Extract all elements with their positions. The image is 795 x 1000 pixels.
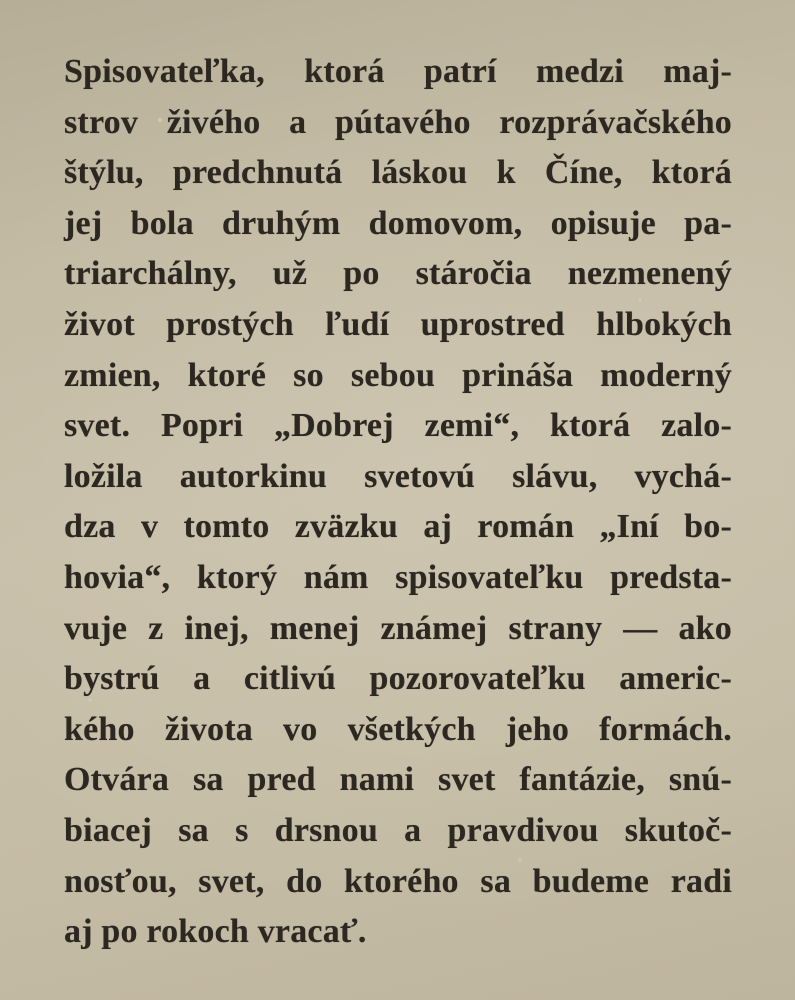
text-line: kého života vo všetkých jeho formách. xyxy=(64,710,732,748)
text-line: hovia“, ktorý nám spisovateľku predsta- xyxy=(64,558,732,596)
text-line: Otvára sa pred nami svet fantázie, snú- xyxy=(64,761,732,799)
text-line: biacej sa s drsnou a pravdivou skutoč- xyxy=(64,811,732,849)
text-line: aj po rokoch vracať. xyxy=(64,913,367,951)
text-line: nosťou, svet, do ktorého sa budeme radi xyxy=(64,862,732,900)
text-line: vuje z inej, menej známej strany — ako xyxy=(64,609,732,647)
text-line: jej bola druhým domovom, opisuje pa- xyxy=(64,204,732,242)
text-line: triarchálny, už po stáročia nezmenený xyxy=(64,255,732,293)
text-line: strov živého a pútavého rozprávačského xyxy=(64,103,732,141)
text-line: zmien, ktoré so sebou prináša moderný xyxy=(64,356,732,394)
text-line: bystrú a citlivú pozorovateľku americ- xyxy=(64,660,732,698)
text-line: ložila autorkinu svetovú slávu, vychá- xyxy=(64,457,732,495)
text-line: svet. Popri „Dobrej zemi“, ktorá zalo- xyxy=(64,407,732,445)
text-line: život prostých ľudí uprostred hlbokých xyxy=(64,305,732,343)
text-line: štýlu, predchnutá láskou k Číne, ktorá xyxy=(64,154,732,192)
paragraph xyxy=(64,47,732,958)
text-line: dza v tomto zväzku aj román „Iní bo- xyxy=(64,508,732,546)
text-line: Spisovateľka, ktorá patrí medzi maj- xyxy=(64,53,732,90)
